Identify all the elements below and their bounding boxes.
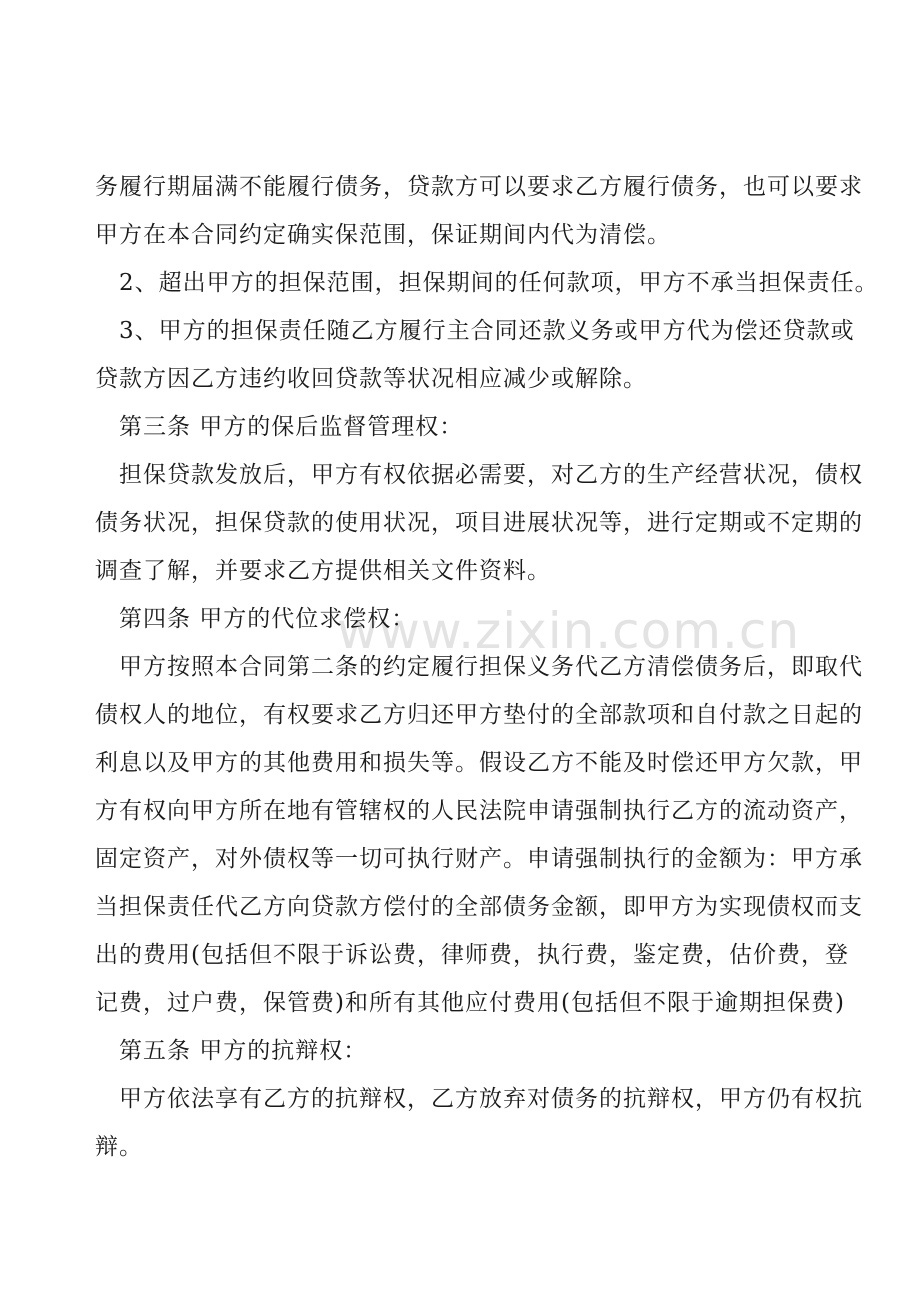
watermark: www.zixin.com.cn xyxy=(337,602,801,660)
section-heading: 第三条 甲方的保后监督管理权： xyxy=(95,414,464,440)
text-line: 担保贷款发放后，甲方有权依据必需要，对乙方的生产经营状况，债权 xyxy=(95,462,863,488)
text-line: 3、甲方的担保责任随乙方履行主合同还款义务或甲方代为偿还贷款或 xyxy=(95,318,855,344)
text-line: 甲方在本合同约定确实保范围，保证期间内代为清偿。 xyxy=(95,222,671,248)
text-line: 债务状况，担保贷款的使用状况，项目进展状况等，进行定期或不定期的 xyxy=(95,510,863,536)
text-line: 当担保责任代乙方向贷款方偿付的全部债务金额，即甲方为实现债权而支 xyxy=(95,894,863,920)
section-heading: 第五条 甲方的抗辩权： xyxy=(95,1038,368,1064)
text-line: 调查了解，并要求乙方提供相关文件资料。 xyxy=(95,558,551,584)
text-line: 债权人的地位，有权要求乙方归还甲方垫付的全部款项和自付款之日起的 xyxy=(95,702,863,728)
section-heading: 第四条 甲方的代位求偿权： xyxy=(95,606,416,632)
text-line: 贷款方因乙方违约收回贷款等状况相应减少或解除。 xyxy=(95,366,647,392)
text-line: 记费，过户费，保管费)和所有其他应付费用(包括但不限于逾期担保费) xyxy=(95,990,845,1016)
text-line: 甲方按照本合同第二条的约定履行担保义务代乙方清偿债务后，即取代 xyxy=(95,654,863,680)
text-line: 2、超出甲方的担保范围，担保期间的任何款项，甲方不承当担保责任。 xyxy=(95,270,879,296)
text-line: 务履行期届满不能履行债务，贷款方可以要求乙方履行债务，也可以要求 xyxy=(95,174,863,200)
text-line: 出的费用(包括但不限于诉讼费，律师费，执行费，鉴定费，估价费，登 xyxy=(95,942,849,968)
text-line: 固定资产，对外债权等一切可执行财产。申请强制执行的金额为：甲方承 xyxy=(95,846,863,872)
text-line: 辩。 xyxy=(95,1134,143,1160)
text-line: 利息以及甲方的其他费用和损失等。假设乙方不能及时偿还甲方欠款，甲 xyxy=(95,750,863,776)
text-line: 方有权向甲方所在地有管辖权的人民法院申请强制执行乙方的流动资产， xyxy=(95,798,863,824)
text-line: 甲方依法享有乙方的抗辩权，乙方放弃对债务的抗辩权，甲方仍有权抗 xyxy=(95,1086,863,1112)
